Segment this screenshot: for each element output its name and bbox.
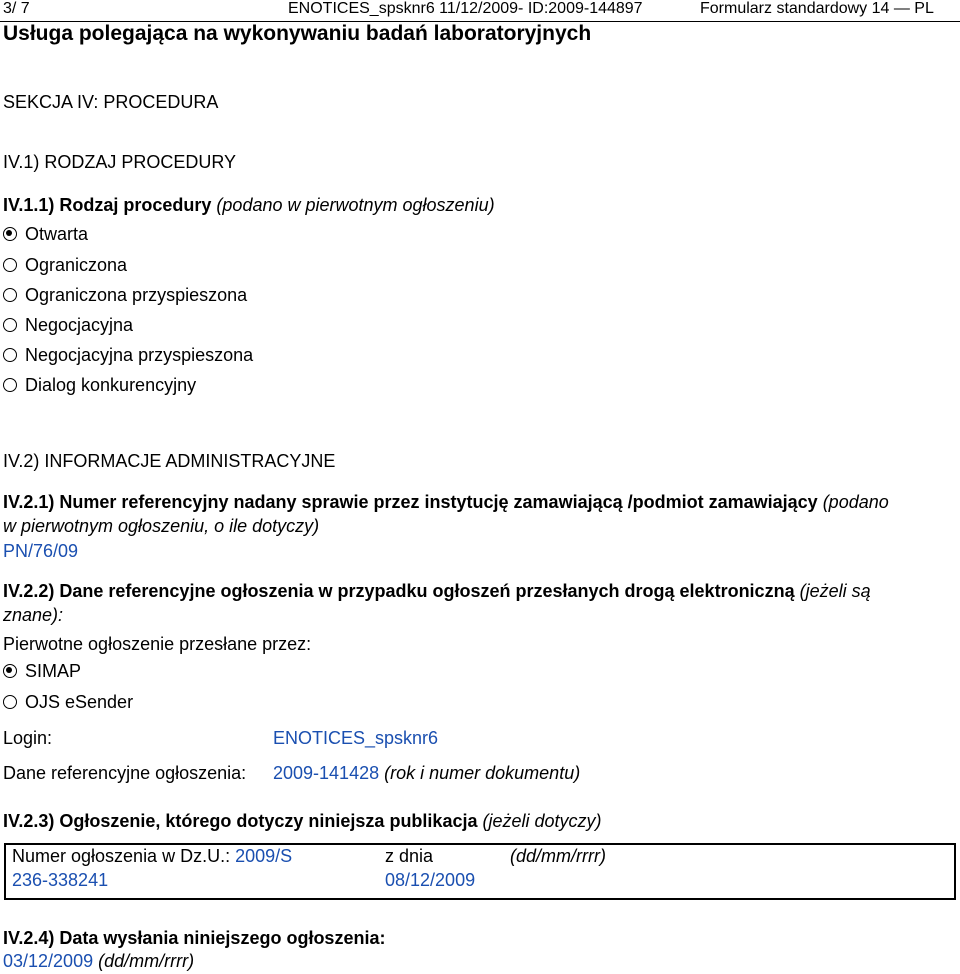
radio-empty-icon[interactable] <box>3 348 17 362</box>
box-num-value-a: 2009/S <box>235 846 293 866</box>
option-label: OJS eSender <box>25 692 134 712</box>
ref-label: Dane referencyjne ogłoszenia: <box>3 763 247 783</box>
option-label: SIMAP <box>25 661 82 681</box>
iv21-note-a: (podano <box>822 492 889 512</box>
option-label: Negocjacyjna przyspieszona <box>25 345 254 365</box>
page-number: 3/ 7 <box>3 0 30 17</box>
iv11-question <box>3 195 495 216</box>
login-label: Login: <box>3 728 53 748</box>
notice-id: ENOTICES_spsknr6 11/12/2009- ID:2009-144897 <box>288 0 643 17</box>
box-num-row <box>12 846 292 867</box>
iv1-heading: IV.1) RODZAJ PROCEDURY <box>3 152 237 172</box>
box-num-label: Numer ogłoszenia w Dz.U.: <box>12 846 231 866</box>
option-ograniczona[interactable] <box>3 255 127 276</box>
iv2-heading: IV.2) INFORMACJE ADMINISTRACYJNE <box>3 451 336 471</box>
option-label: Otwarta <box>25 224 89 244</box>
iv24-row <box>3 951 194 972</box>
iv22-label: IV.2.2) Dane referencyjne ogłoszenia w przypadku ogłoszeń przesłanych drogą elektroniczną <box>3 581 795 601</box>
option-otwarta[interactable] <box>3 224 88 245</box>
iv21-value: PN/76/09 <box>3 541 79 561</box>
iv21-label: IV.2.1) Numer referencyjny nadany sprawie przez instytucję zamawiającą /podmiot zamawiający <box>3 492 818 512</box>
box-date-format: (dd/mm/rrrr) <box>510 846 606 866</box>
option-label: Ograniczona <box>25 255 128 275</box>
iv24-label: IV.2.4) Data wysłania niniejszego ogłoszenia: <box>3 928 386 948</box>
option-negocjacyjna[interactable] <box>3 315 133 336</box>
iv21-question <box>3 492 889 513</box>
section-title: SEKCJA IV: PROCEDURA <box>3 92 219 112</box>
document-title: Usługa polegająca na wykonywaniu badań laboratoryjnych <box>3 22 592 45</box>
iv11-note: (podano w pierwotnym ogłoszeniu) <box>216 195 495 215</box>
option-label: Ograniczona przyspieszona <box>25 285 248 305</box>
box-num-value-b: 236-338241 <box>12 870 109 890</box>
iv23-note: (jeżeli dotyczy) <box>482 811 602 831</box>
option-ograniczona-przyspieszona[interactable] <box>3 285 247 306</box>
login-value: ENOTICES_spsknr6 <box>273 728 439 748</box>
iv22-question <box>3 581 871 602</box>
radio-empty-icon[interactable] <box>3 318 17 332</box>
radio-empty-icon[interactable] <box>3 288 17 302</box>
ref-row <box>273 763 580 784</box>
sent-by-label: Pierwotne ogłoszenie przesłane przez: <box>3 634 312 654</box>
radio-empty-icon[interactable] <box>3 258 17 272</box>
option-simap[interactable] <box>3 661 81 682</box>
radio-selected-icon[interactable] <box>3 227 17 241</box>
radio-selected-icon[interactable] <box>3 664 17 678</box>
iv23-question <box>3 811 602 832</box>
option-ojs-esender[interactable] <box>3 692 133 713</box>
iv11-label: IV.1.1) Rodzaj procedury <box>3 195 212 215</box>
option-dialog-konkurencyjny[interactable] <box>3 375 196 396</box>
iv24-format: (dd/mm/rrrr) <box>98 951 195 971</box>
radio-empty-icon[interactable] <box>3 695 17 709</box>
box-date-value: 08/12/2009 <box>385 870 476 890</box>
box-date-label: z dnia <box>385 846 434 866</box>
ref-value: 2009-141428 <box>273 763 380 783</box>
radio-empty-icon[interactable] <box>3 378 17 392</box>
ref-note: (rok i numer dokumentu) <box>384 763 581 783</box>
iv24-value: 03/12/2009 <box>3 951 94 971</box>
option-label: Negocjacyjna <box>25 315 134 335</box>
option-label: Dialog konkurencyjny <box>25 375 197 395</box>
iv21-note-b: w pierwotnym ogłoszeniu, o ile dotyczy) <box>3 516 320 536</box>
iv22-note-a: (jeżeli są <box>799 581 871 601</box>
form-name: Formularz standardowy 14 — PL <box>700 0 934 17</box>
iv23-label: IV.2.3) Ogłoszenie, którego dotyczy niniejsza publikacja <box>3 811 478 831</box>
option-negocjacyjna-przyspieszona[interactable] <box>3 345 253 366</box>
iv22-note-b: znane): <box>3 605 64 625</box>
